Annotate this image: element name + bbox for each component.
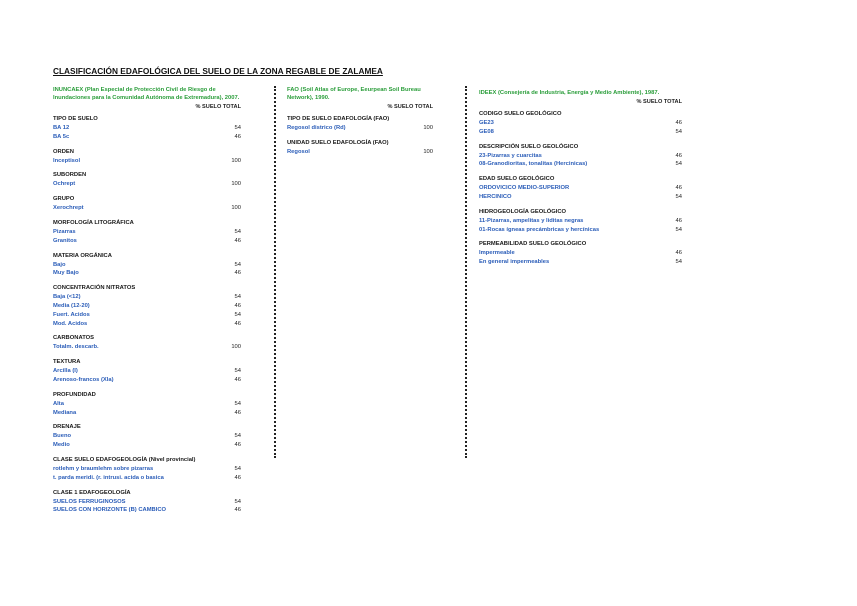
section-header: GRUPO xyxy=(53,196,75,203)
table-row xyxy=(53,400,241,409)
table-row xyxy=(53,474,241,483)
row-label: ORDOVICICO MEDIO-SUPERIOR xyxy=(479,185,570,192)
table-row xyxy=(479,152,682,161)
row-value: 46 xyxy=(234,376,241,383)
section-header: DRENAJE xyxy=(53,424,81,431)
row-label: Media (12-20) xyxy=(53,302,90,309)
section-clase-1-edafogeologia xyxy=(53,489,241,516)
table-row xyxy=(479,193,682,202)
row-label: Arcilla (I) xyxy=(53,368,78,375)
column-divider-2 xyxy=(465,86,467,458)
fao-column xyxy=(287,86,433,163)
table-row xyxy=(479,258,682,267)
table-row xyxy=(479,226,682,235)
section-header: HIDROGEOLOGÍA GEOLÓGICO xyxy=(479,208,567,215)
section-textura xyxy=(53,358,241,385)
row-label: SUELOS CON HORIZONTE (B) CAMBICO xyxy=(53,507,167,514)
section-edad-suelo-geologico xyxy=(479,175,682,202)
row-label: GE23 xyxy=(479,120,494,126)
row-value: 46 xyxy=(675,152,682,159)
table-row xyxy=(53,367,241,376)
section-carbonatos xyxy=(53,334,241,352)
row-value: 100 xyxy=(231,205,241,212)
row-label: HERCINICO xyxy=(479,193,512,200)
section-header: EDAD SUELO GEOLÓGICO xyxy=(479,176,555,183)
row-value: 46 xyxy=(234,133,241,140)
row-label: Pizarras xyxy=(53,228,76,235)
section-grupo xyxy=(53,195,241,213)
row-label: rotlehm y braumlehm sobre pizarras xyxy=(53,465,154,472)
table-row xyxy=(479,184,682,193)
section-header: PERMEABILIDAD SUELO GEOLÓGICO xyxy=(479,241,587,248)
section-materia-organica xyxy=(53,252,241,279)
row-label: Regosol districo (Rd) xyxy=(287,125,346,131)
table-row xyxy=(53,228,241,237)
row-value: 46 xyxy=(234,507,241,514)
row-label: Fuert. Acidos xyxy=(53,311,90,318)
row-label: Bueno xyxy=(53,433,72,440)
section-permeabilidad-suelo-geologico xyxy=(479,240,682,267)
percent-header: % SUELO TOTAL xyxy=(636,99,682,105)
table-row xyxy=(53,180,241,189)
row-value: 100 xyxy=(231,344,241,351)
table-row xyxy=(479,128,682,137)
section-drenaje xyxy=(53,423,241,450)
row-value: 54 xyxy=(234,400,241,407)
source-citation: INUNCAEX (Plan Especial de Protección Civil de Riesgo de Inundaciones para la Comunidad Autónoma de Extremadura), 2007. xyxy=(53,87,240,101)
row-value: 54 xyxy=(234,433,241,440)
row-value: 54 xyxy=(675,161,682,168)
table-row xyxy=(479,217,682,226)
table-row xyxy=(287,148,433,157)
row-value: 46 xyxy=(675,250,682,257)
table-row xyxy=(53,409,241,418)
section-header: CLASE SUELO EDAFOGEOLOGÍA (Nivel provincial) xyxy=(53,456,196,463)
section-concentracion-nitratos xyxy=(53,284,241,328)
percent-header: % SUELO TOTAL xyxy=(195,104,241,110)
row-label: 01-Rocas ígneas precámbricas y hercínicas xyxy=(479,226,600,233)
section-header: MATERIA ORGÁNICA xyxy=(53,252,112,259)
percent-header: % SUELO TOTAL xyxy=(387,104,433,110)
table-row xyxy=(53,133,241,142)
row-value: 100 xyxy=(231,157,241,164)
row-label: Arenoso-francos (Xla) xyxy=(53,376,114,383)
page-title: CLASIFICACIÓN EDAFOLÓGICA DEL SUELO DE LA ZONA REGABLE DE ZALAMEA xyxy=(53,66,383,76)
row-label: 23-Pizarras y cuarcitas xyxy=(479,152,542,159)
row-value: 46 xyxy=(234,237,241,244)
section-header: TEXTURA xyxy=(53,359,81,366)
table-row xyxy=(53,441,241,450)
row-label: SUELOS FERRUGINOSOS xyxy=(53,498,126,505)
row-value: 100 xyxy=(231,181,241,188)
section-header: TIPO DE SUELO xyxy=(53,116,98,122)
table-row xyxy=(53,465,241,474)
row-value: 54 xyxy=(234,368,241,375)
row-value: 54 xyxy=(234,294,241,301)
row-label: Totalm. descarb. xyxy=(53,344,99,351)
section-clase-suelo-edafogeologia-nivel-provincial xyxy=(53,456,241,483)
table-row xyxy=(53,302,241,311)
section-tipo-de-suelo-edafologia-fao xyxy=(287,115,433,133)
row-value: 54 xyxy=(675,128,682,135)
section-morfologia-litografica xyxy=(53,219,241,246)
table-row xyxy=(479,249,682,258)
row-value: 46 xyxy=(675,185,682,192)
section-header: TIPO DE SUELO EDAFOLOGÍA (FAO) xyxy=(287,116,390,122)
table-row xyxy=(287,124,433,133)
table-row xyxy=(53,293,241,302)
source-citation: FAO (Soil Atlas of Europe, Eeurpean Soil Bureau Network), 1990. xyxy=(287,87,421,101)
row-value: 46 xyxy=(234,409,241,416)
section-tipo-de-suelo xyxy=(53,115,241,142)
section-hidrogeologia-geologico xyxy=(479,208,682,235)
section-suborden xyxy=(53,171,241,189)
row-value: 54 xyxy=(234,498,241,505)
row-label: Regosol xyxy=(287,148,310,155)
row-value: 54 xyxy=(675,226,682,233)
section-orden xyxy=(53,148,241,166)
section-header: DESCRIPCIÓN SUELO GEOLÓGICO xyxy=(479,143,579,150)
section-profundidad xyxy=(53,391,241,418)
row-label: 08-Granodioritas, tonalitas (Hercinicas) xyxy=(479,161,588,168)
section-header: CODIGO SUELO GEOLÓGICO xyxy=(479,111,562,117)
table-row xyxy=(479,160,682,169)
row-label: 11-Pizarras, ampelitas y liditas negras xyxy=(479,217,584,224)
section-header: SUBORDEN xyxy=(53,172,87,179)
table-row xyxy=(479,119,682,128)
table-row xyxy=(53,311,241,320)
row-label: GE08 xyxy=(479,128,494,135)
table-row xyxy=(53,269,241,278)
row-value: 100 xyxy=(423,148,433,155)
row-label: Bajo xyxy=(53,261,66,268)
row-label: Ochrept xyxy=(53,181,76,188)
ideex-column xyxy=(479,89,682,273)
row-label: Granitos xyxy=(53,237,77,244)
section-codigo-suelo-geologico xyxy=(479,110,682,137)
row-label: Medio xyxy=(53,442,70,449)
section-header: CONCENTRACIÓN NITRATOS xyxy=(53,285,136,292)
row-value: 54 xyxy=(234,311,241,318)
row-value: 46 xyxy=(675,217,682,224)
row-label: Alta xyxy=(53,400,64,407)
row-value: 46 xyxy=(234,442,241,449)
table-row xyxy=(53,261,241,270)
row-value: 54 xyxy=(675,193,682,200)
row-label: Impermeable xyxy=(479,250,515,257)
table-row xyxy=(53,376,241,385)
table-row xyxy=(53,432,241,441)
section-header: CLASE 1 EDAFOGEOLOGÍA xyxy=(53,489,131,496)
column-divider-1 xyxy=(274,86,276,458)
row-value: 54 xyxy=(234,125,241,131)
row-label: En general impermeables xyxy=(479,259,550,266)
row-value: 54 xyxy=(234,261,241,268)
row-label: Mediana xyxy=(53,409,77,416)
row-value: 54 xyxy=(234,465,241,472)
row-label: BA 5c xyxy=(53,133,70,140)
row-label: Xerochrept xyxy=(53,205,84,212)
table-row xyxy=(53,498,241,507)
section-header: ORDEN xyxy=(53,148,74,155)
row-value: 46 xyxy=(234,302,241,309)
inuncaex-column xyxy=(53,86,241,521)
row-label: t. parda meridi. (r. intrusi. acida o basica xyxy=(53,474,164,481)
row-value: 100 xyxy=(423,125,433,131)
section-header: MORFOLOGÍA LITOGRÁFICA xyxy=(53,219,134,226)
row-value: 46 xyxy=(234,474,241,481)
row-value: 46 xyxy=(234,270,241,277)
row-label: Muy Bajo xyxy=(53,270,79,277)
row-value: 46 xyxy=(234,320,241,327)
table-row xyxy=(53,320,241,329)
source-citation: IDEEX (Consejería de Industria, Energía y Medio Ambiente), 1987. xyxy=(479,90,660,96)
section-header: CARBONATOS xyxy=(53,335,95,342)
row-value: 46 xyxy=(675,120,682,126)
row-label: Baja (<12) xyxy=(53,294,81,301)
section-header: PROFUNDIDAD xyxy=(53,391,96,398)
table-row xyxy=(53,506,241,515)
section-header: UNIDAD SUELO EDAFOLOGÍA (FAO) xyxy=(287,139,389,146)
row-label: BA 12 xyxy=(53,125,70,131)
section-descripcion-suelo-geologico xyxy=(479,143,682,170)
table-row xyxy=(53,237,241,246)
table-row xyxy=(53,343,241,352)
table-row xyxy=(53,204,241,213)
table-row xyxy=(53,157,241,166)
row-value: 54 xyxy=(675,259,682,266)
table-row xyxy=(53,124,241,133)
row-value: 54 xyxy=(234,228,241,235)
row-label: Inceptisol xyxy=(53,157,81,164)
section-unidad-suelo-edafologia-fao xyxy=(287,139,433,157)
row-label: Mod. Acidos xyxy=(53,320,88,327)
